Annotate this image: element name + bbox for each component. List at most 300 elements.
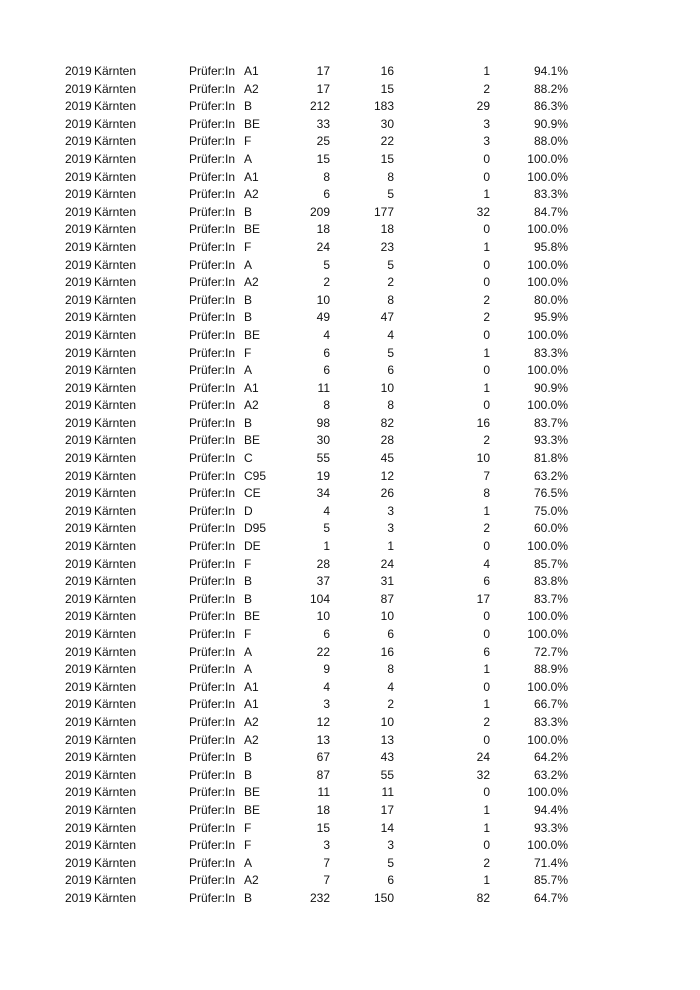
- year-cell: 2019: [65, 187, 92, 202]
- passed-cell: 4: [387, 679, 394, 694]
- failed-cell: 0: [483, 151, 490, 166]
- table-row: [0, 380, 700, 398]
- examiner-cell: Prüfer:In: [189, 697, 236, 712]
- passed-cell: 5: [387, 257, 394, 272]
- year-cell: 2019: [65, 81, 92, 96]
- pass-rate-cell: 83.3%: [533, 187, 568, 202]
- region-cell: Kärnten: [94, 239, 137, 254]
- examiner-cell: Prüfer:In: [189, 627, 236, 641]
- failed-cell: 1: [483, 345, 490, 360]
- table-row: [0, 855, 700, 873]
- total-cell: 1: [323, 539, 330, 554]
- region-cell: Kärnten: [94, 64, 137, 78]
- license-class-cell: A: [244, 855, 253, 870]
- examiner-cell: Prüfer:In: [189, 838, 236, 853]
- region-cell: Kärnten: [94, 134, 137, 149]
- pass-rate-cell: 100.0%: [527, 222, 568, 237]
- passed-cell: 28: [380, 433, 394, 448]
- region-cell: Kärnten: [94, 415, 137, 430]
- passed-cell: 6: [387, 873, 394, 888]
- license-class-cell: C: [244, 451, 253, 466]
- region-cell: Kärnten: [94, 81, 137, 96]
- pass-rate-cell: 85.7%: [533, 556, 568, 571]
- total-cell: 5: [323, 521, 330, 536]
- examiner-cell: Prüfer:In: [189, 662, 236, 677]
- region-cell: Kärnten: [94, 679, 137, 694]
- passed-cell: 177: [373, 204, 394, 219]
- region-cell: Kärnten: [94, 151, 137, 166]
- table-row: [0, 802, 700, 820]
- license-class-cell: DE: [244, 539, 261, 554]
- examiner-cell: Prüfer:In: [189, 451, 236, 466]
- failed-cell: 24: [476, 750, 490, 765]
- license-class-cell: A: [244, 662, 253, 677]
- license-class-cell: A1: [244, 169, 259, 184]
- year-cell: 2019: [65, 433, 92, 448]
- year-cell: 2019: [65, 468, 92, 483]
- pass-rate-cell: 83.3%: [533, 714, 568, 729]
- pass-rate-cell: 83.3%: [533, 345, 568, 360]
- table-row: [0, 767, 700, 785]
- region-cell: Kärnten: [94, 468, 137, 483]
- license-class-cell: A2: [244, 187, 259, 202]
- table-row: [0, 714, 700, 732]
- total-cell: 33: [316, 116, 330, 131]
- pass-rate-cell: 100.0%: [527, 609, 568, 624]
- total-cell: 11: [317, 380, 330, 395]
- failed-cell: 1: [483, 239, 490, 254]
- examiner-cell: Prüfer:In: [189, 873, 236, 888]
- total-cell: 9: [323, 662, 330, 677]
- license-class-cell: BE: [244, 327, 261, 342]
- year-cell: 2019: [65, 750, 92, 765]
- failed-cell: 1: [483, 64, 490, 78]
- examiner-cell: Prüfer:In: [189, 275, 236, 290]
- license-class-cell: B: [244, 310, 253, 325]
- license-class-cell: F: [244, 627, 252, 641]
- year-cell: 2019: [65, 151, 92, 166]
- year-cell: 2019: [65, 627, 92, 641]
- region-cell: Kärnten: [94, 169, 137, 184]
- examiner-cell: Prüfer:In: [189, 292, 236, 307]
- total-cell: 4: [323, 503, 330, 518]
- year-cell: 2019: [65, 609, 92, 624]
- region-cell: Kärnten: [94, 591, 137, 606]
- failed-cell: 82: [476, 890, 490, 905]
- total-cell: 19: [316, 468, 330, 483]
- failed-cell: 1: [483, 820, 490, 835]
- year-cell: 2019: [65, 239, 92, 254]
- passed-cell: 5: [387, 187, 394, 202]
- license-class-cell: BE: [244, 116, 261, 131]
- year-cell: 2019: [65, 521, 92, 536]
- failed-cell: 0: [483, 539, 490, 554]
- license-class-cell: B: [244, 204, 253, 219]
- examiner-cell: Prüfer:In: [189, 398, 236, 413]
- license-class-cell: B: [244, 574, 253, 589]
- data-table: [0, 63, 700, 908]
- passed-cell: 15: [380, 151, 394, 166]
- table-row: [0, 468, 700, 486]
- year-cell: 2019: [65, 697, 92, 712]
- total-cell: 49: [316, 310, 330, 325]
- pass-rate-cell: 93.3%: [533, 820, 568, 835]
- passed-cell: 22: [380, 134, 394, 149]
- region-cell: Kärnten: [94, 327, 137, 342]
- failed-cell: 0: [483, 363, 490, 378]
- total-cell: 4: [323, 679, 330, 694]
- failed-cell: 0: [483, 627, 490, 641]
- license-class-cell: D95: [244, 521, 267, 536]
- pass-rate-cell: 94.1%: [533, 64, 568, 78]
- examiner-cell: Prüfer:In: [189, 64, 236, 78]
- passed-cell: 4: [387, 327, 394, 342]
- region-cell: Kärnten: [94, 750, 137, 765]
- total-cell: 10: [316, 609, 330, 624]
- table-row: [0, 644, 700, 662]
- year-cell: 2019: [65, 890, 92, 905]
- passed-cell: 14: [380, 820, 394, 835]
- total-cell: 8: [323, 169, 330, 184]
- examiner-cell: Prüfer:In: [189, 99, 236, 114]
- total-cell: 3: [323, 697, 330, 712]
- total-cell: 28: [316, 556, 330, 571]
- passed-cell: 5: [387, 855, 394, 870]
- failed-cell: 3: [483, 116, 490, 131]
- region-cell: Kärnten: [94, 873, 137, 888]
- total-cell: 6: [323, 363, 330, 378]
- failed-cell: 0: [483, 679, 490, 694]
- failed-cell: 0: [483, 257, 490, 272]
- table-row: [0, 890, 700, 908]
- pass-rate-cell: 80.0%: [533, 292, 568, 307]
- pass-rate-cell: 60.0%: [533, 521, 568, 536]
- region-cell: Kärnten: [94, 838, 137, 853]
- total-cell: 12: [316, 714, 330, 729]
- pass-rate-cell: 100.0%: [527, 398, 568, 413]
- total-cell: 17: [316, 64, 330, 78]
- failed-cell: 3: [483, 134, 490, 149]
- total-cell: 6: [323, 187, 330, 202]
- table-row: [0, 186, 700, 204]
- passed-cell: 15: [380, 81, 394, 96]
- license-class-cell: A1: [244, 64, 259, 78]
- pass-rate-cell: 90.9%: [533, 116, 568, 131]
- year-cell: 2019: [65, 539, 92, 554]
- passed-cell: 16: [380, 644, 394, 659]
- passed-cell: 8: [387, 398, 394, 413]
- year-cell: 2019: [65, 345, 92, 360]
- license-class-cell: CE: [244, 486, 261, 501]
- year-cell: 2019: [65, 204, 92, 219]
- examiner-cell: Prüfer:In: [189, 116, 236, 131]
- year-cell: 2019: [65, 222, 92, 237]
- year-cell: 2019: [65, 855, 92, 870]
- year-cell: 2019: [65, 310, 92, 325]
- license-class-cell: F: [244, 239, 252, 254]
- passed-cell: 6: [387, 627, 394, 641]
- total-cell: 25: [316, 134, 330, 149]
- examiner-cell: Prüfer:In: [189, 855, 236, 870]
- total-cell: 37: [316, 574, 330, 589]
- table-row: [0, 749, 700, 767]
- passed-cell: 16: [380, 64, 394, 78]
- failed-cell: 8: [483, 486, 490, 501]
- examiner-cell: Prüfer:In: [189, 750, 236, 765]
- table-row: [0, 292, 700, 310]
- passed-cell: 26: [380, 486, 394, 501]
- license-class-cell: A: [244, 644, 253, 659]
- passed-cell: 45: [380, 451, 394, 466]
- license-class-cell: A: [244, 257, 253, 272]
- region-cell: Kärnten: [94, 292, 137, 307]
- year-cell: 2019: [65, 503, 92, 518]
- passed-cell: 10: [380, 380, 394, 395]
- region-cell: Kärnten: [94, 785, 137, 800]
- pass-rate-cell: 100.0%: [527, 327, 568, 342]
- license-class-cell: A1: [244, 380, 259, 395]
- failed-cell: 2: [483, 81, 490, 96]
- pass-rate-cell: 100.0%: [527, 257, 568, 272]
- region-cell: Kärnten: [94, 222, 137, 237]
- examiner-cell: Prüfer:In: [189, 222, 236, 237]
- year-cell: 2019: [65, 64, 92, 78]
- total-cell: 10: [316, 292, 330, 307]
- table-row: [0, 221, 700, 239]
- passed-cell: 3: [387, 838, 394, 853]
- region-cell: Kärnten: [94, 539, 137, 554]
- table-row: [0, 151, 700, 169]
- passed-cell: 31: [380, 574, 394, 589]
- pass-rate-cell: 83.7%: [533, 415, 568, 430]
- passed-cell: 5: [387, 345, 394, 360]
- passed-cell: 23: [380, 239, 394, 254]
- total-cell: 3: [323, 838, 330, 853]
- total-cell: 18: [316, 222, 330, 237]
- license-class-cell: A2: [244, 732, 259, 747]
- examiner-cell: Prüfer:In: [189, 257, 236, 272]
- total-cell: 15: [316, 151, 330, 166]
- table-row: [0, 204, 700, 222]
- region-cell: Kärnten: [94, 380, 137, 395]
- total-cell: 13: [316, 732, 330, 747]
- examiner-cell: Prüfer:In: [189, 802, 236, 817]
- passed-cell: 82: [380, 415, 394, 430]
- region-cell: Kärnten: [94, 714, 137, 729]
- total-cell: 18: [316, 802, 330, 817]
- examiner-cell: Prüfer:In: [189, 169, 236, 184]
- region-cell: Kärnten: [94, 609, 137, 624]
- year-cell: 2019: [65, 574, 92, 589]
- table-row: [0, 63, 700, 81]
- pass-rate-cell: 100.0%: [527, 151, 568, 166]
- failed-cell: 2: [483, 521, 490, 536]
- license-class-cell: B: [244, 591, 253, 606]
- failed-cell: 0: [483, 732, 490, 747]
- passed-cell: 183: [373, 99, 394, 114]
- passed-cell: 8: [387, 169, 394, 184]
- table-row: [0, 81, 700, 99]
- table-row: [0, 169, 700, 187]
- failed-cell: 2: [483, 433, 490, 448]
- region-cell: Kärnten: [94, 556, 137, 571]
- table-row: [0, 784, 700, 802]
- pass-rate-cell: 85.7%: [533, 873, 568, 888]
- region-cell: Kärnten: [94, 486, 137, 501]
- failed-cell: 0: [483, 327, 490, 342]
- pass-rate-cell: 100.0%: [527, 363, 568, 378]
- year-cell: 2019: [65, 257, 92, 272]
- year-cell: 2019: [65, 873, 92, 888]
- pass-rate-cell: 83.7%: [533, 591, 568, 606]
- region-cell: Kärnten: [94, 398, 137, 413]
- passed-cell: 24: [380, 556, 394, 571]
- table-row: [0, 679, 700, 697]
- license-class-cell: F: [244, 820, 252, 835]
- passed-cell: 8: [387, 662, 394, 677]
- pass-rate-cell: 88.0%: [533, 134, 568, 149]
- pass-rate-cell: 100.0%: [527, 275, 568, 290]
- table-row: [0, 591, 700, 609]
- examiner-cell: Prüfer:In: [189, 890, 236, 905]
- license-class-cell: B: [244, 292, 253, 307]
- region-cell: Kärnten: [94, 521, 137, 536]
- year-cell: 2019: [65, 714, 92, 729]
- license-class-cell: B: [244, 415, 253, 430]
- passed-cell: 10: [380, 714, 394, 729]
- examiner-cell: Prüfer:In: [189, 81, 236, 96]
- table-row: [0, 415, 700, 433]
- region-cell: Kärnten: [94, 310, 137, 325]
- failed-cell: 0: [483, 222, 490, 237]
- pass-rate-cell: 93.3%: [533, 433, 568, 448]
- failed-cell: 0: [483, 398, 490, 413]
- pass-rate-cell: 63.2%: [533, 468, 568, 483]
- pass-rate-cell: 100.0%: [527, 679, 568, 694]
- examiner-cell: Prüfer:In: [189, 415, 236, 430]
- passed-cell: 47: [380, 310, 394, 325]
- pass-rate-cell: 100.0%: [527, 785, 568, 800]
- license-class-cell: A1: [244, 697, 259, 712]
- examiner-cell: Prüfer:In: [189, 486, 236, 501]
- pass-rate-cell: 88.9%: [533, 662, 568, 677]
- table-row: [0, 397, 700, 415]
- pass-rate-cell: 95.9%: [533, 310, 568, 325]
- passed-cell: 150: [373, 890, 394, 905]
- region-cell: Kärnten: [94, 275, 137, 290]
- total-cell: 6: [323, 345, 330, 360]
- failed-cell: 10: [476, 451, 490, 466]
- region-cell: Kärnten: [94, 503, 137, 518]
- table-row: [0, 573, 700, 591]
- pass-rate-cell: 95.8%: [533, 239, 568, 254]
- table-row: [0, 239, 700, 257]
- passed-cell: 1: [387, 539, 394, 554]
- passed-cell: 3: [387, 503, 394, 518]
- region-cell: Kärnten: [94, 855, 137, 870]
- passed-cell: 10: [380, 609, 394, 624]
- license-class-cell: BE: [244, 222, 261, 237]
- failed-cell: 17: [476, 591, 490, 606]
- total-cell: 8: [323, 398, 330, 413]
- total-cell: 6: [323, 627, 330, 641]
- examiner-cell: Prüfer:In: [189, 556, 236, 571]
- license-class-cell: B: [244, 767, 253, 782]
- table-row: [0, 362, 700, 380]
- pass-rate-cell: 94.4%: [533, 802, 568, 817]
- failed-cell: 0: [483, 609, 490, 624]
- year-cell: 2019: [65, 732, 92, 747]
- examiner-cell: Prüfer:In: [189, 239, 236, 254]
- total-cell: 4: [323, 327, 330, 342]
- total-cell: 87: [316, 767, 330, 782]
- total-cell: 30: [316, 433, 330, 448]
- examiner-cell: Prüfer:In: [189, 134, 236, 149]
- table-row: [0, 503, 700, 521]
- total-cell: 67: [316, 750, 330, 765]
- examiner-cell: Prüfer:In: [189, 345, 236, 360]
- examiner-cell: Prüfer:In: [189, 151, 236, 166]
- total-cell: 2: [323, 275, 330, 290]
- total-cell: 104: [309, 591, 330, 606]
- year-cell: 2019: [65, 644, 92, 659]
- failed-cell: 6: [483, 574, 490, 589]
- table-row: [0, 520, 700, 538]
- pass-rate-cell: 83.8%: [533, 574, 568, 589]
- year-cell: 2019: [65, 679, 92, 694]
- examiner-cell: Prüfer:In: [189, 714, 236, 729]
- examiner-cell: Prüfer:In: [189, 732, 236, 747]
- region-cell: Kärnten: [94, 204, 137, 219]
- year-cell: 2019: [65, 838, 92, 853]
- year-cell: 2019: [65, 662, 92, 677]
- examiner-cell: Prüfer:In: [189, 187, 236, 202]
- total-cell: 232: [309, 890, 330, 905]
- table-row: [0, 116, 700, 134]
- examiner-cell: Prüfer:In: [189, 574, 236, 589]
- region-cell: Kärnten: [94, 433, 137, 448]
- pass-rate-cell: 71.4%: [533, 855, 568, 870]
- total-cell: 34: [316, 486, 330, 501]
- examiner-cell: Prüfer:In: [189, 679, 236, 694]
- year-cell: 2019: [65, 785, 92, 800]
- year-cell: 2019: [65, 327, 92, 342]
- region-cell: Kärnten: [94, 187, 137, 202]
- year-cell: 2019: [65, 380, 92, 395]
- region-cell: Kärnten: [94, 116, 137, 131]
- passed-cell: 8: [387, 292, 394, 307]
- license-class-cell: C95: [244, 468, 267, 483]
- pass-rate-cell: 100.0%: [527, 732, 568, 747]
- failed-cell: 1: [483, 802, 490, 817]
- examiner-cell: Prüfer:In: [189, 644, 236, 659]
- examiner-cell: Prüfer:In: [189, 820, 236, 835]
- failed-cell: 7: [483, 468, 490, 483]
- year-cell: 2019: [65, 363, 92, 378]
- pass-rate-cell: 64.7%: [533, 890, 568, 905]
- year-cell: 2019: [65, 292, 92, 307]
- examiner-cell: Prüfer:In: [189, 468, 236, 483]
- license-class-cell: F: [244, 134, 252, 149]
- passed-cell: 18: [380, 222, 394, 237]
- failed-cell: 2: [483, 310, 490, 325]
- license-class-cell: BE: [244, 802, 261, 817]
- region-cell: Kärnten: [94, 732, 137, 747]
- failed-cell: 2: [483, 292, 490, 307]
- pass-rate-cell: 72.7%: [533, 644, 568, 659]
- year-cell: 2019: [65, 398, 92, 413]
- examiner-cell: Prüfer:In: [189, 785, 236, 800]
